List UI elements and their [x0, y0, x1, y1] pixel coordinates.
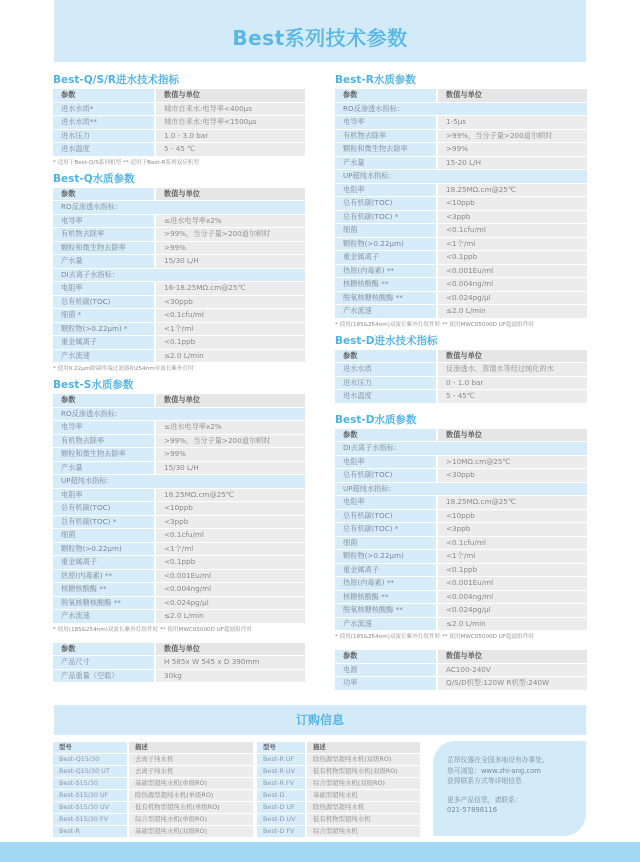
header-param: 参数 [53, 394, 156, 407]
group-label: DI去离子水指标： [53, 269, 305, 282]
contact-line: 获得联系方式等详细信息 [447, 777, 522, 785]
param-label: 总有机碳(TOC) [53, 296, 156, 309]
param-label: 核糖核酸酶 ** [53, 583, 156, 596]
param-value: 18.25MΩ.cm@25℃ [438, 496, 587, 509]
contact-phone: 021-57898116 [447, 806, 498, 814]
param-label: 产水量 [335, 157, 438, 170]
order-info-title: 订购信息 [295, 713, 344, 727]
param-value: 0 - 1.0 bar [438, 377, 587, 390]
header-model: 型号 [53, 742, 129, 753]
footnote: * 使用(185&254nm)双波长紫外灯组件时 ** 使用MWC05000D UF超滤组件时 [335, 321, 534, 328]
contact-website[interactable]: 您可浏览：www.zhi-ang.com [447, 766, 541, 775]
header-param: 参数 [335, 650, 438, 663]
group-label: UP超纯水指标： [53, 475, 305, 488]
param-value: 城市自来水:电导率<400μs [156, 103, 305, 116]
model-desc: 综合型超纯水机 [307, 826, 420, 837]
param-value: <10ppb [438, 510, 587, 523]
param-label: 脱氧核糖核酸酶 ** [335, 292, 438, 305]
param-label: 重金属离子 [335, 251, 438, 264]
param-value: >99%，当分子量>200道尔顿时 [438, 130, 587, 143]
section-title-best-s: Best-S水质参数 [53, 379, 134, 391]
param-label: 热原(内毒素) ** [335, 577, 438, 590]
group-label: UP超纯水指标： [335, 483, 587, 496]
header-value: 数值与单位 [438, 650, 587, 663]
order-table-right [257, 741, 420, 838]
model-desc: 基础型超纯水机 [307, 790, 420, 801]
param-value: >99% [156, 242, 305, 255]
param-label: 有机物去除率 [53, 435, 156, 448]
header-value: 数值与单位 [156, 188, 305, 201]
order-table-left [53, 741, 253, 838]
model-desc: 去离子纯水机 [129, 754, 253, 765]
header-desc: 描述 [129, 742, 253, 753]
footer-band [0, 842, 640, 862]
param-value: <0.004ng/ml [156, 583, 305, 596]
header-param: 参数 [53, 188, 156, 201]
header-param: 参数 [335, 429, 438, 442]
param-label: 细菌 [335, 537, 438, 550]
param-value: >99%，当分子量>200道尔顿时 [156, 228, 305, 241]
param-value: H 585x W 545 x D 390mm [156, 656, 305, 669]
param-label: 电导率 [53, 421, 156, 434]
section-title-inlet-qsr: Best-Q/S/R进水技术指标 [53, 74, 179, 86]
contact-line: 更多产品信息，请联系： [447, 795, 522, 804]
header-param: 参数 [335, 89, 438, 102]
param-label: 总有机碳(TOC) * [53, 516, 156, 529]
footnote: * 使用(185&254nm)双波长紫外灯组件时 ** 使用MWC05000D UF超滤组件时 [53, 626, 252, 633]
header-value: 数值与单位 [156, 89, 305, 102]
param-label: 产水流速 [335, 618, 438, 631]
model-desc: 综合型超纯水机(单级RO) [129, 814, 253, 825]
param-label: 产水流速 [53, 350, 156, 363]
param-value: ≤2.0 L/min [156, 610, 305, 623]
param-label: 电导率 [53, 215, 156, 228]
header-param: 参数 [53, 89, 156, 102]
param-label: 进水压力 [53, 130, 156, 143]
param-value: <1个/ml [438, 550, 587, 563]
param-label: 产水量 [53, 462, 156, 475]
model-code: Best-S15/30 UV [53, 802, 129, 813]
param-value: <1个/ml [156, 323, 305, 336]
param-label: 电阻率 [335, 496, 438, 509]
param-value: <0.024pg/μl [438, 604, 587, 617]
best-r-table [335, 88, 587, 319]
model-desc: 除热源型超纯水机(单级RO) [129, 790, 253, 801]
param-value: <0.001Eu/ml [156, 570, 305, 583]
param-label: 电阻率 [335, 456, 438, 469]
group-label: RO反渗透水指标： [53, 408, 305, 421]
model-code: Best-R FV [257, 778, 307, 789]
header-value: 数值与单位 [156, 643, 305, 656]
model-code: Best-D UF [257, 802, 307, 813]
param-label: 功率 [335, 677, 438, 690]
header-value: 数值与单位 [156, 394, 305, 407]
section-title-best-d: Best-D水质参数 [335, 413, 417, 426]
model-code: Best-R [53, 826, 129, 837]
contact-line: 芷昂仪器在全国多地设有办事处, [447, 756, 545, 764]
param-value: 15-20 L/H [438, 157, 587, 170]
param-label: 颗粒物(>0.22μm) [53, 543, 156, 556]
order-info-band [54, 705, 586, 735]
best-q-table [53, 187, 305, 364]
param-value: <1个/ml [156, 543, 305, 556]
param-value: 18.25MΩ.cm@25℃ [156, 489, 305, 502]
group-label: DI去离子水指标： [335, 442, 587, 455]
param-value: >99% [438, 143, 587, 156]
param-label: 颗粒和微生物去除率 [53, 448, 156, 461]
param-value: <0.024pg/μl [156, 597, 305, 610]
param-label: 总有机碳(TOC) [335, 197, 438, 210]
param-value: AC100-240V [438, 664, 587, 677]
param-value: <0.004ng/ml [438, 591, 587, 604]
param-value: <0.1ppb [156, 556, 305, 569]
left-column [53, 70, 305, 683]
param-value: <0.001Eu/ml [438, 577, 587, 590]
param-value: <0.1cfu/ml [156, 309, 305, 322]
param-label: 进水水质 [335, 363, 438, 376]
param-value: <0.1cfu/ml [156, 529, 305, 542]
param-value: 15/30 L/H [156, 462, 305, 475]
param-label: 电阻率 [335, 184, 438, 197]
param-label: 重金属离子 [53, 336, 156, 349]
header-value: 数值与单位 [438, 429, 587, 442]
param-value: >99%，当分子量>200道尔顿时 [156, 435, 305, 448]
param-value: <3ppb [438, 211, 587, 224]
param-label: 进水温度 [335, 390, 438, 403]
best-d-table [335, 428, 587, 632]
param-value: <0.001Eu/ml [438, 265, 587, 278]
header-desc: 描述 [307, 742, 420, 753]
model-desc: 除热源型超纯水机 [307, 802, 420, 813]
param-value: ≤2.0 L/min [438, 305, 587, 318]
param-label: 脱氧核糖核酸酶 ** [335, 604, 438, 617]
param-label: 进水压力 [335, 377, 438, 390]
param-value: <1个/ml [438, 238, 587, 251]
param-value: <30ppb [438, 469, 587, 482]
header-param: 参数 [53, 643, 156, 656]
model-desc: 综合型超纯水机(双级RO) [307, 778, 420, 789]
param-label: 电阻率 [53, 489, 156, 502]
param-label: 细菌 * [53, 309, 156, 322]
best-s-table [53, 393, 305, 624]
param-label: 细菌 [53, 529, 156, 542]
param-label: 总有机碳(TOC) [335, 469, 438, 482]
param-value: <0.1ppb [156, 336, 305, 349]
param-label: 细菌 [335, 224, 438, 237]
section-title-d-inlet: Best-D进水技术指标 [335, 334, 438, 347]
param-label: 电阻率 [53, 282, 156, 295]
param-label: 核糖核酸酶 ** [335, 278, 438, 291]
power-spec-table [335, 649, 587, 691]
param-label: 总有机碳(TOC) * [335, 523, 438, 536]
section-title-best-q: Best-Q水质参数 [53, 172, 135, 185]
model-code: Best-R UV [257, 766, 307, 777]
param-value: ≤2.0 L/min [438, 618, 587, 631]
param-value: Q/S/D机型:120W R机型:240W [438, 677, 587, 690]
param-label: 热原(内毒素) ** [53, 570, 156, 583]
header-model: 型号 [257, 742, 307, 753]
footnote: * 使用0.22μm除菌终端过滤器和254nm单波长紫外灯时 [53, 366, 194, 372]
param-value: <0.1cfu/ml [438, 224, 587, 237]
param-label: 产水流速 [335, 305, 438, 318]
model-code: Best-D [257, 790, 307, 801]
param-value: <0.1ppb [438, 251, 587, 264]
param-value: <10ppb [438, 197, 587, 210]
d-inlet-table [335, 349, 587, 404]
group-label: UP超纯水指标： [335, 170, 587, 183]
param-label: 产品重量（空载） [53, 670, 156, 683]
param-value: 5 - 45℃ [438, 390, 587, 403]
footnote: * 使用(185&254nm)双波长紫外灯组件时 ** 使用MWC05000D UF超滤组件时 [335, 634, 534, 640]
param-value: 30kg [156, 670, 305, 683]
param-value: 反渗透水、蒸馏水等经过纯化的水 [438, 363, 587, 376]
param-value: >10MΩ.cm@25℃ [438, 456, 587, 469]
param-label: 重金属离子 [335, 564, 438, 577]
param-label: 总有机碳(TOC) [53, 502, 156, 515]
param-value: <3ppb [438, 523, 587, 536]
param-value: >99% [156, 448, 305, 461]
contact-box [433, 741, 586, 836]
param-value: ≤进水电导率x2% [156, 215, 305, 228]
param-value: 18.25MΩ.cm@25℃ [438, 184, 587, 197]
param-value: 16-18.25MΩ.cm@25℃ [156, 282, 305, 295]
model-desc: 低有机物型超纯水机 [307, 814, 420, 825]
model-code: Best-R UF [257, 754, 307, 765]
model-desc: 基础型超纯水机(双级RO) [129, 826, 253, 837]
param-label: 产品尺寸 [53, 656, 156, 669]
param-value: ≤进水电导率x2% [156, 421, 305, 434]
param-label: 进水水质** [53, 116, 156, 129]
param-label: 总有机碳(TOC) * [335, 211, 438, 224]
inlet-qsr-table [53, 88, 305, 157]
param-label: 颗粒物(>0.22μm) * [53, 323, 156, 336]
model-desc: 基础型超纯水机(单级RO) [129, 778, 253, 789]
param-value: <30ppb [156, 296, 305, 309]
param-label: 颗粒和微生物去除率 [335, 143, 438, 156]
param-label: 电源 [335, 664, 438, 677]
param-label: 颗粒物(>0.22μm) [335, 550, 438, 563]
model-desc: 低有机物型超纯水机(单级RO) [129, 802, 253, 813]
header-param: 参数 [335, 350, 438, 363]
model-code: Best-D FV [257, 826, 307, 837]
model-code: Best-Q15/30 UT [53, 766, 129, 777]
param-value: <0.1cfu/ml [438, 537, 587, 550]
param-value: <10ppb [156, 502, 305, 515]
param-label: 产水流速 [53, 610, 156, 623]
param-value: 15/30 L/H [156, 255, 305, 268]
param-value: 城市自来水:电导率<1500μs [156, 116, 305, 129]
right-column [335, 70, 587, 691]
model-code: Best-S15/30 FV [53, 814, 129, 825]
physical-spec-table [53, 642, 305, 684]
param-value: 1-5μs [438, 116, 587, 129]
footnote: * 适用于Best-Q/S系列机型 ** 适用于Best-R系列双反机型 [53, 159, 199, 166]
model-code: Best-S15/30 [53, 778, 129, 789]
param-label: 颗粒物(>0.22μm) [335, 238, 438, 251]
param-label: 重金属离子 [53, 556, 156, 569]
param-value: 1.0 - 3.0 bar [156, 130, 305, 143]
param-value: <0.024pg/μl [438, 292, 587, 305]
model-desc: 去离子纯水机 [129, 766, 253, 777]
param-label: 进水水质* [53, 103, 156, 116]
header-value: 数值与单位 [438, 89, 587, 102]
model-desc: 除热源型超纯水机(双级RO) [307, 754, 420, 765]
model-code: Best-Q15/30 [53, 754, 129, 765]
param-label: 进水温度 [53, 143, 156, 156]
param-label: 产水量 [53, 255, 156, 268]
header-value: 数值与单位 [438, 350, 587, 363]
param-label: 颗粒和微生物去除率 [53, 242, 156, 255]
param-value: 5 - 45 ℃ [156, 143, 305, 156]
page-title: Best系列技术参数 [232, 26, 408, 50]
group-label: RO反渗透水指标： [53, 201, 305, 214]
param-label: 电导率 [335, 116, 438, 129]
section-title-best-r: Best-R水质参数 [335, 74, 416, 86]
param-label: 总有机碳(TOC) [335, 510, 438, 523]
model-code: Best-S15/30 UF [53, 790, 129, 801]
param-label: 有机物去除率 [335, 130, 438, 143]
param-value: <0.004ng/ml [438, 278, 587, 291]
model-desc: 低有机物型超纯水机(双级RO) [307, 766, 420, 777]
param-label: 有机物去除率 [53, 228, 156, 241]
param-value: ≤2.0 L/min [156, 350, 305, 363]
param-label: 热原(内毒素) ** [335, 265, 438, 278]
group-label: RO反渗透水指标： [335, 103, 587, 116]
param-label: 脱氧核糖核酸酶 ** [53, 597, 156, 610]
param-value: <0.1ppb [438, 564, 587, 577]
param-label: 核糖核酸酶 ** [335, 591, 438, 604]
model-code: Best-D UV [257, 814, 307, 825]
param-value: <3ppb [156, 516, 305, 529]
